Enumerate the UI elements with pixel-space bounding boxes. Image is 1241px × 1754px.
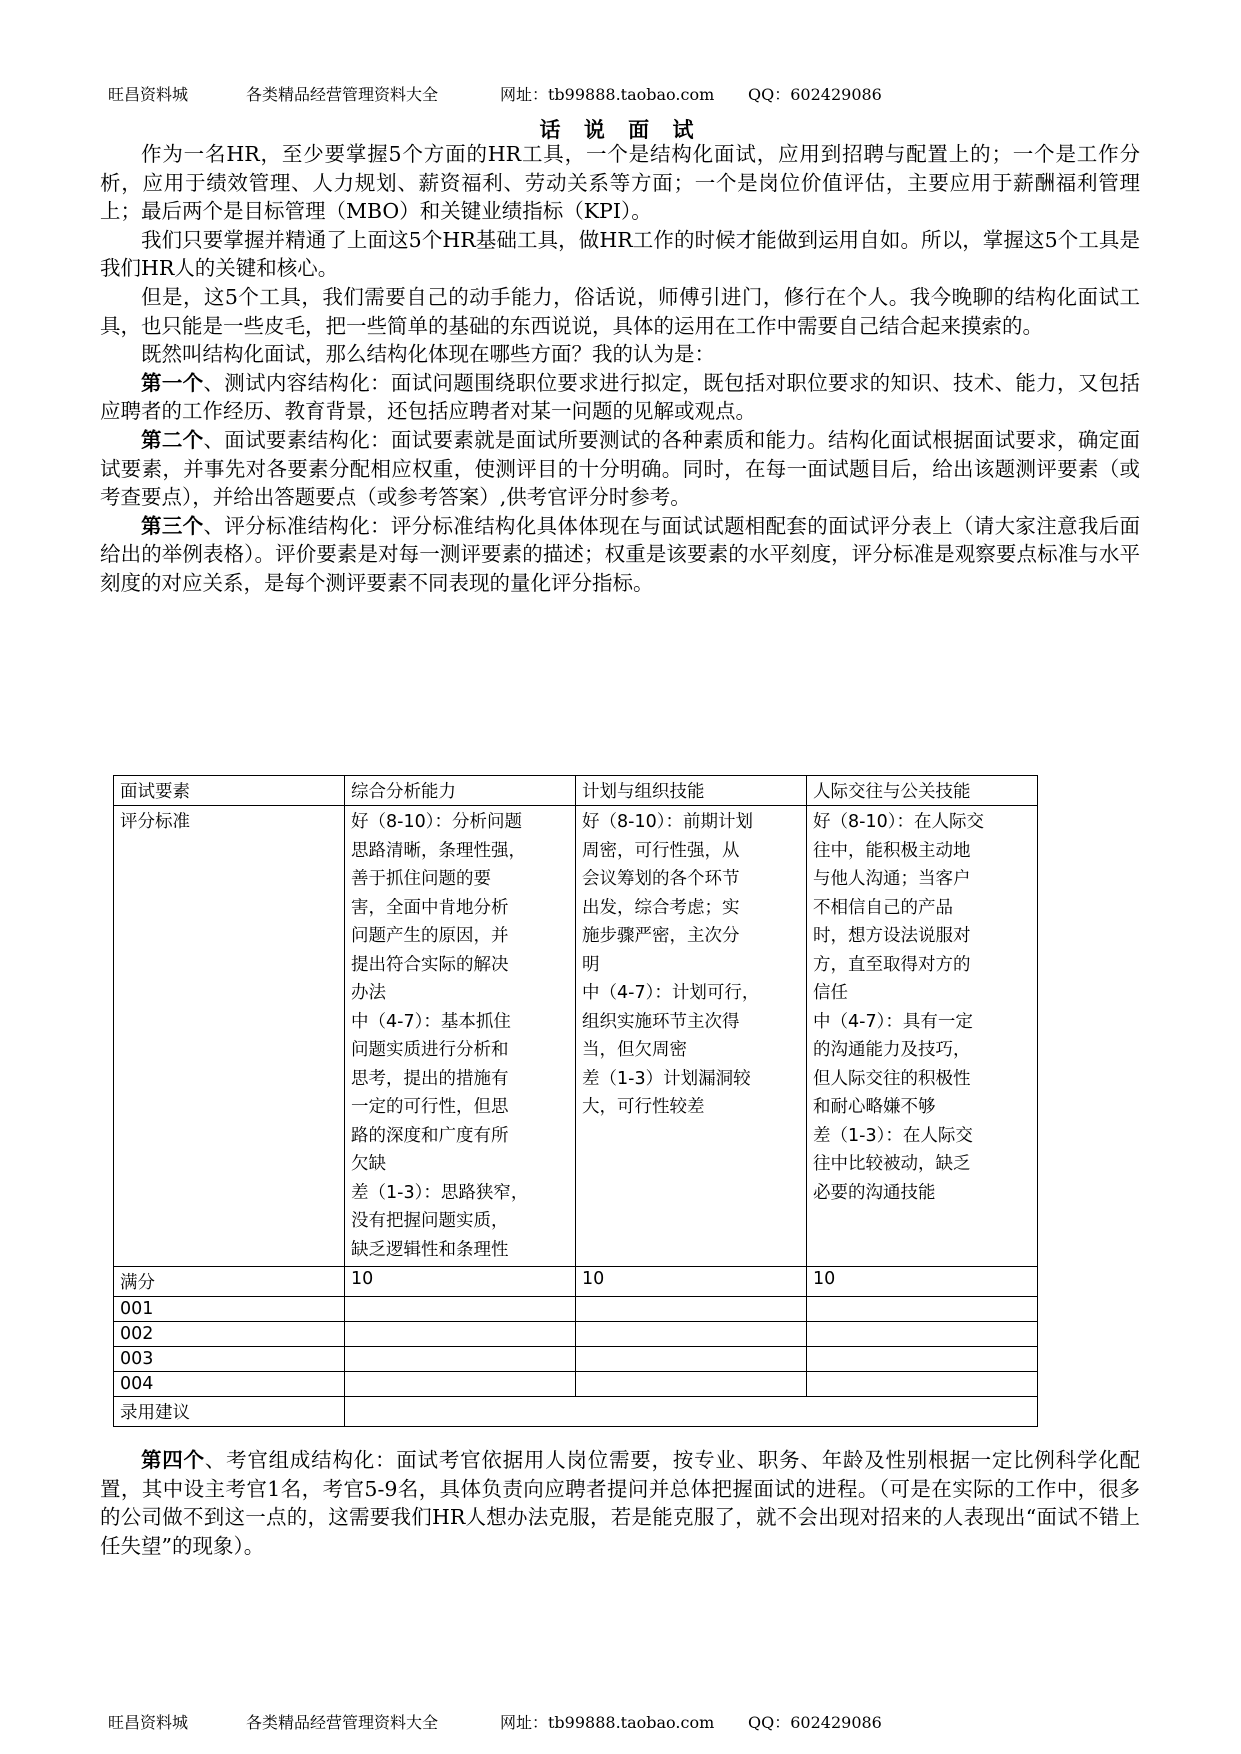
criteria-line: 明 (582, 954, 600, 975)
footer-slogan: 各类精品经营管理资料大全 (246, 1713, 439, 1732)
criteria-line: 办法 (351, 983, 386, 1003)
table-row (114, 1347, 1038, 1372)
criteria-line: 信任 (813, 983, 848, 1003)
header-url: 网址：tb99888.taobao.com (500, 85, 715, 104)
point-text: 、面试要素结构化：面试要素就是面试所要测试的各种素质和能力。结构化面试根据面试要求，确定面试要素，并事先对各要素分配相应权重，使测评目的十分明确。同时，在每一面试题目后，给出该题测评要素（或考查要点），并给出答题要点（或参考答案）,供考官评分时参考。 (100, 427, 1141, 510)
criteria-line: 大，可行性较差 (582, 1097, 705, 1117)
criteria-row (114, 806, 1038, 1267)
score-cell[interactable] (345, 1347, 576, 1372)
criteria-line: 一定的可行性，但思 (351, 1097, 509, 1117)
point-lead: 第四个 (141, 1448, 205, 1472)
criteria-line: 往中，能积极主动地 (813, 840, 971, 861)
criteria-line: 缺乏逻辑性和条理性 (351, 1239, 509, 1260)
score-cell[interactable] (576, 1347, 807, 1372)
document-title: 话 说 面 试 (539, 117, 702, 142)
criteria-line: 中（4-7）：基本抓住 (351, 1011, 511, 1032)
header-shop: 旺昌资料城 (108, 85, 189, 104)
criteria-line: 没有把握问题实质， (351, 1211, 509, 1231)
point-text: 、测试内容结构化：面试问题围绕职位要求进行拟定，既包括对职位要求的知识、技术、能力，又包括应聘者的工作经历、教育背景，还包括应聘者对某一问题的见解或观点。 (100, 370, 1141, 424)
full-score-cell: 10 (576, 1267, 807, 1297)
criteria-line: 问题实质进行分析和 (351, 1040, 509, 1060)
header-slogan: 各类精品经营管理资料大全 (246, 85, 439, 104)
criteria-line: 问题产生的原因，并 (351, 926, 509, 946)
score-cell[interactable] (345, 1322, 576, 1347)
criteria-line: 周密，可行性强，从 (582, 840, 740, 861)
score-cell[interactable] (345, 1372, 576, 1397)
footer-qq: QQ：602429086 (748, 1713, 882, 1732)
criteria-line: 好（8-10）：前期计划 (582, 812, 753, 832)
score-cell[interactable] (345, 1297, 576, 1322)
criteria-line: 提出符合实际的解决 (351, 954, 509, 975)
score-cell[interactable] (576, 1322, 807, 1347)
criteria-line: 善于抓住问题的要 (351, 869, 491, 889)
criteria-cell-interpersonal (807, 806, 1038, 1267)
header-cell: 面试要素 (114, 776, 345, 806)
point-lead: 第二个 (141, 427, 204, 452)
criteria-line: 组织实施环节主次得 (582, 1011, 740, 1032)
criteria-line: 差（1-3）计划漏洞较 (582, 1068, 751, 1089)
row-label: 003 (114, 1347, 345, 1372)
closing-body (100, 1446, 1140, 1560)
criteria-line: 但人际交往的积极性 (813, 1068, 971, 1089)
header-cell: 综合分析能力 (345, 776, 576, 806)
paragraph: 但是，这5个工具，我们需要自己的动手能力，俗话说，师傅引进门，修行在个人。我今晚聊的结构化面试工具，也只能是一些皮毛，把一些简单的基础的东西说说，具体的运用在工作中需要自己结合起来摸索的。 (100, 284, 1140, 338)
point-lead: 第三个 (141, 513, 204, 538)
footer-url: 网址：tb99888.taobao.com (500, 1713, 715, 1732)
criteria-line: 中（4-7）：计划可行， (582, 983, 760, 1003)
criteria-line: 的沟通能力及技巧， (813, 1040, 971, 1060)
row-label: 004 (114, 1372, 345, 1397)
point-text: 、考官组成结构化：面试考官依据用人岗位需要，按专业、职务、年龄及性别根据一定比例科学化配置，其中设主考官1名，考官5-9名，具体负责向应聘者提问并总体把握面试的进程。（可是在实际的工作中，很多的公司做不到这一点的，这需要我们HR人想办法克服，若是能克服了，就不会出现对招来的人表现出“面试不错上任失望”的现象）。 (100, 1448, 1141, 1558)
table-row (114, 1372, 1038, 1397)
header-cell: 计划与组织技能 (576, 776, 807, 806)
criteria-line: 时，想方设法说服对 (813, 926, 971, 946)
point-1 (100, 369, 1140, 426)
criteria-line: 和耐心略嫌不够 (813, 1097, 936, 1117)
score-cell[interactable] (576, 1372, 807, 1397)
point-lead: 第一个 (141, 370, 204, 395)
criteria-line: 往中比较被动，缺乏 (813, 1154, 971, 1174)
criteria-line: 害，全面中肯地分析 (351, 897, 509, 918)
full-score-cell: 10 (345, 1267, 576, 1297)
table-row (114, 1322, 1038, 1347)
criteria-line: 出发，综合考虑；实 (582, 897, 740, 918)
paragraph: 既然叫结构化面试，那么结构化体现在哪些方面？我的认为是： (141, 342, 715, 367)
hire-label: 录用建议 (114, 1397, 345, 1427)
criteria-line: 路的深度和广度有所 (351, 1125, 509, 1146)
row-label: 001 (114, 1297, 345, 1322)
point-4 (100, 1446, 1140, 1560)
score-cell[interactable] (807, 1347, 1038, 1372)
row-label: 002 (114, 1322, 345, 1347)
point-3 (100, 512, 1140, 598)
full-score-cell: 10 (807, 1267, 1038, 1297)
hire-cell[interactable] (345, 1397, 1038, 1427)
criteria-line: 施步骤严密，主次分 (582, 926, 740, 946)
criteria-line: 差（1-3）：思路狭窄， (351, 1182, 529, 1203)
criteria-line: 必要的沟通技能 (813, 1182, 936, 1203)
criteria-cell-planning (576, 806, 807, 1267)
criteria-line: 好（8-10）：分析问题 (351, 812, 522, 832)
criteria-line: 当，但欠周密 (582, 1040, 687, 1060)
criteria-line: 不相信自己的产品 (813, 897, 953, 918)
criteria-line: 差（1-3）：在人际交 (813, 1125, 973, 1146)
header-cell: 人际交往与公关技能 (807, 776, 1038, 806)
header-qq: QQ：602429086 (748, 85, 882, 104)
criteria-label: 评分标准 (114, 806, 345, 1267)
criteria-line: 中（4-7）：具有一定 (813, 1011, 973, 1032)
paragraph: 我们只要掌握并精通了上面这5个HR基础工具，做HR工作的时候才能做到运用自如。所以，掌握这5个工具是我们HR人的关键和核心。 (100, 227, 1140, 281)
intro-body (100, 140, 1140, 598)
criteria-cell-analysis (345, 806, 576, 1267)
criteria-line: 思路清晰，条理性强， (351, 840, 526, 861)
criteria-line: 方，直至取得对方的 (813, 954, 971, 975)
full-score-label: 满分 (114, 1267, 345, 1297)
criteria-line: 欠缺 (351, 1154, 386, 1174)
paragraph: 作为一名HR，至少要掌握5个方面的HR工具，一个是结构化面试，应用到招聘与配置上的；一个是工作分析，应用于绩效管理、人力规划、薪资福利、劳动关系等方面；一个是岗位价值评估，主要应用于薪酬福利管理上；最后两个是目标管理（MBO）和关键业绩指标（KPI）。 (100, 142, 1140, 224)
scoring-table (113, 775, 1038, 1427)
score-cell[interactable] (576, 1297, 807, 1322)
point-2 (100, 426, 1140, 512)
score-cell[interactable] (807, 1322, 1038, 1347)
table-header-row (114, 776, 1038, 806)
point-text: 、评分标准结构化：评分标准结构化具体体现在与面试试题相配套的面试评分表上（请大家注意我后面给出的举例表格）。评价要素是对每一测评要素的描述；权重是该要素的水平刻度，评分标准是观察要点标准与水平刻度的对应关系，是每个测评要素不同表现的量化评分指标。 (100, 513, 1141, 595)
footer-shop: 旺昌资料城 (108, 1713, 189, 1732)
criteria-line: 会议筹划的各个环节 (582, 869, 740, 889)
score-cell[interactable] (807, 1297, 1038, 1322)
criteria-line: 与他人沟通；当客户 (813, 869, 971, 889)
criteria-line: 好（8-10）：在人际交 (813, 812, 984, 832)
hire-recommendation-row (114, 1397, 1038, 1427)
criteria-line: 思考，提出的措施有 (351, 1068, 509, 1089)
table-row (114, 1297, 1038, 1322)
score-cell[interactable] (807, 1372, 1038, 1397)
full-score-row (114, 1267, 1038, 1297)
